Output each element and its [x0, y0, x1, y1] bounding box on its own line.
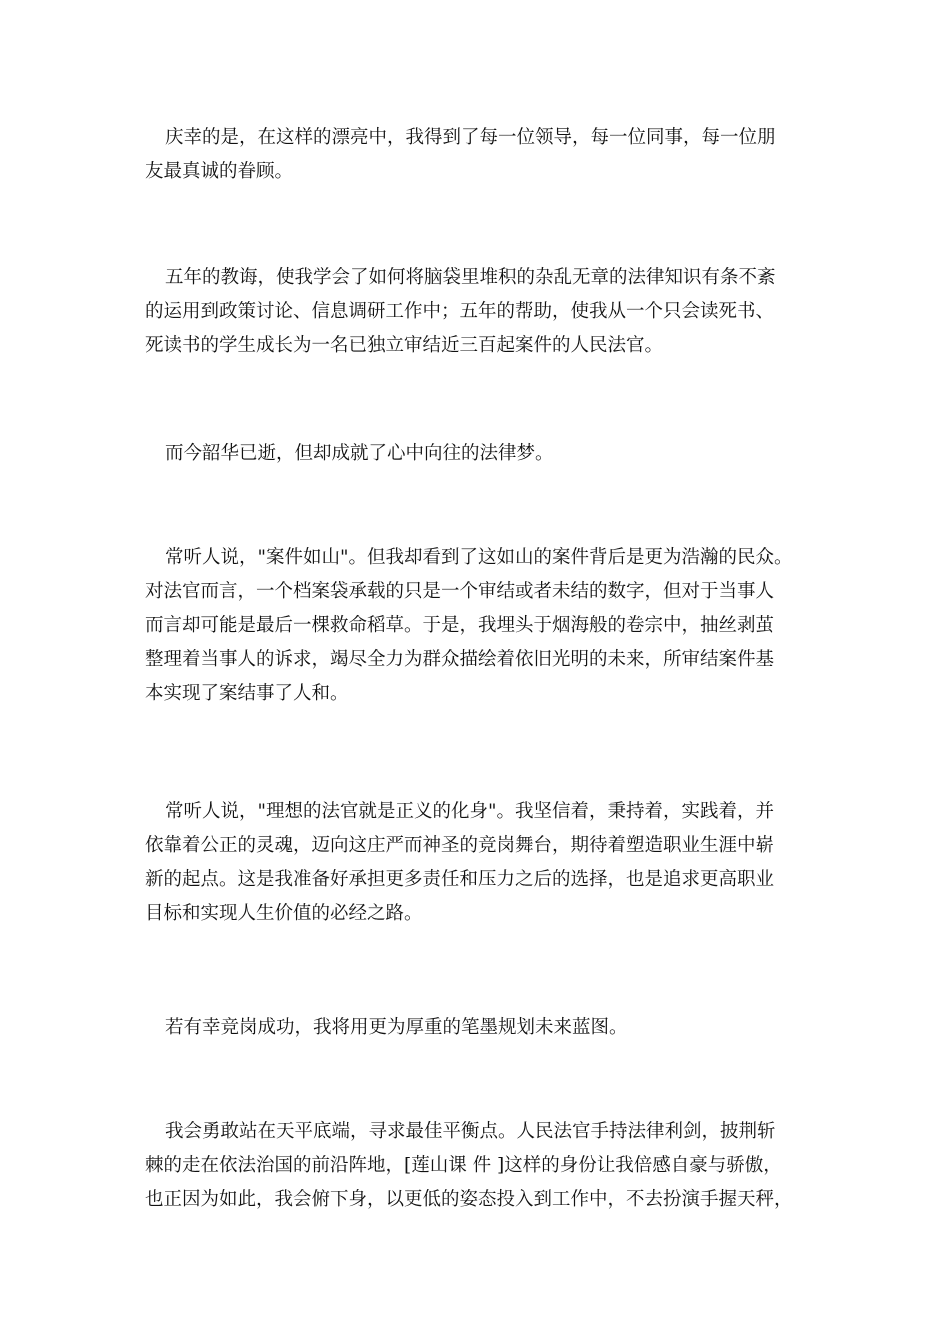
text-line: 我会勇敢站在天平底端，寻求最佳平衡点。人民法官手持法律利剑，披荆斩: [165, 1121, 776, 1142]
text-line: 而言却可能是最后一棵救命稻草。于是，我埋头于烟海般的卷宗中，抽丝剥茧: [145, 615, 775, 636]
text-line: 整理着当事人的诉求，竭尽全力为群众描绘着依旧光明的未来，所审结案件基: [145, 649, 775, 670]
text-line: 常听人说，"理想的法官就是正义的化身"。我坚信着，秉持着，实践着，并: [165, 801, 775, 822]
paragraph-3: [145, 437, 815, 471]
paragraph-1: [145, 121, 815, 189]
text-line: 的运用到政策讨论、信息调研工作中；五年的帮助，使我从一个只会读死书、: [145, 301, 775, 322]
text-line: 庆幸的是，在这样的漂亮中，我得到了每一位领导，每一位同事，每一位朋: [165, 127, 776, 148]
paragraph-2: [145, 261, 815, 363]
text-line: 目标和实现人生价值的必经之路。: [145, 903, 423, 924]
text-line: 而今韶华已逝，但却成就了心中向往的法律梦。: [165, 443, 554, 464]
text-line: 也正因为如此，我会俯下身，以更低的姿态投入到工作中，不去扮演手握天秤，: [145, 1189, 793, 1210]
text-line: 常听人说，"案件如山"。但我却看到了这如山的案件背后是更为浩瀚的民众。: [165, 547, 793, 568]
text-line: 对法官而言，一个档案袋承载的只是一个审结或者未结的数字，但对于当事人: [145, 581, 775, 602]
text-line: 新的起点。这是我准备好承担更多责任和压力之后的选择，也是追求更高职业: [145, 869, 775, 890]
text-line: 五年的教诲，使我学会了如何将脑袋里堆积的杂乱无章的法律知识有条不紊: [165, 267, 776, 288]
text-line: 若有幸竞岗成功，我将用更为厚重的笔墨规划未来蓝图。: [165, 1017, 628, 1038]
text-line: 依靠着公正的灵魂，迈向这庄严而神圣的竞岗舞台，期待着塑造职业生涯中崭: [145, 835, 775, 856]
text-line: 本实现了案结事了人和。: [145, 683, 349, 704]
paragraph-6: [145, 1011, 815, 1045]
text-line: 棘的走在依法治国的前沿阵地，[莲山课 件 ]这样的身份让我倍感自豪与骄傲，: [145, 1155, 782, 1176]
text-line: 友最真诚的眷顾。: [145, 161, 294, 182]
paragraph-7: [145, 1115, 815, 1217]
paragraph-5: [145, 795, 815, 931]
text-line: 死读书的学生成长为一名已独立审结近三百起案件的人民法官。: [145, 335, 664, 356]
paragraph-4: [145, 541, 815, 711]
